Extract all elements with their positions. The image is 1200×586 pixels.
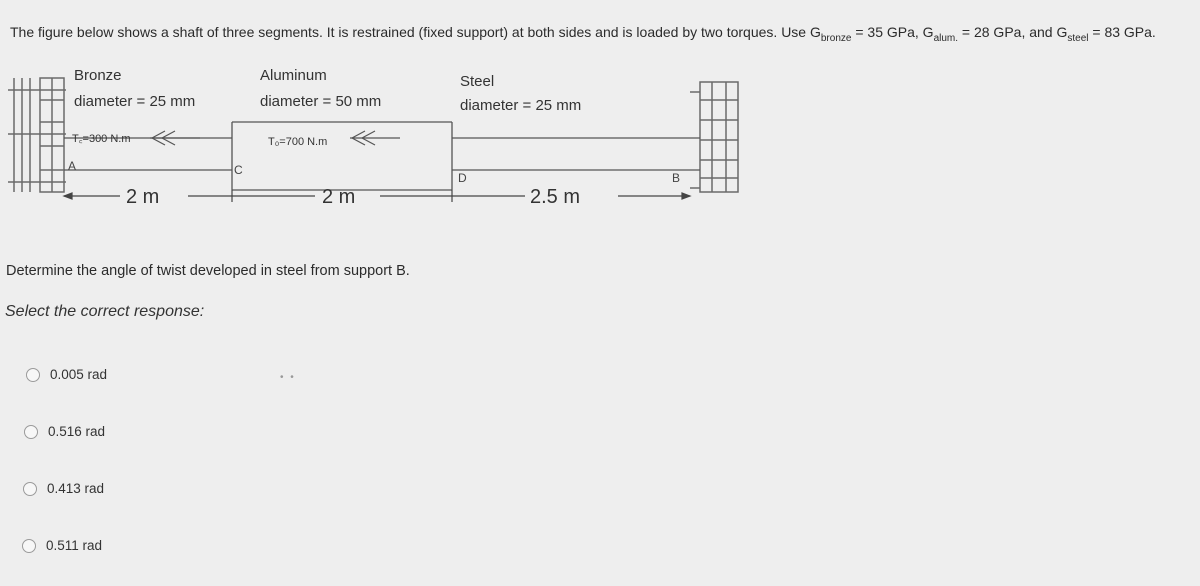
- left-wall-support: [8, 78, 66, 192]
- problem-statement: [10, 24, 1200, 44]
- radio-icon[interactable]: [26, 368, 40, 382]
- g-alum-value: = 28 GPa, and G: [958, 24, 1068, 40]
- torque-c-label: T꜀=300 N.m: [72, 133, 131, 145]
- length-3-label: 2.5 m: [530, 186, 581, 208]
- length-2-label: 2 m: [322, 186, 356, 208]
- torque-d-label: T₀=700 N.m: [268, 136, 328, 148]
- shaft-figure: [0, 60, 760, 220]
- aluminum-diameter: diameter = 50 mm: [260, 93, 382, 110]
- stray-marks: • •: [280, 372, 296, 383]
- point-b-label: B: [672, 171, 681, 185]
- steel-diameter: diameter = 25 mm: [460, 97, 582, 114]
- radio-icon[interactable]: [22, 539, 36, 553]
- answer-option-1[interactable]: [26, 367, 107, 382]
- torque-c-arrow: [150, 131, 200, 145]
- g-alum-sub: alum.: [933, 32, 959, 44]
- bronze-label: Bronze: [74, 67, 122, 84]
- length-1-label: 2 m: [126, 186, 160, 208]
- g-bronze-sub: bronze: [820, 32, 852, 44]
- question-text: Determine the angle of twist developed in steel from support B.: [6, 263, 410, 279]
- g-bronze-value: = 35 GPa, G: [851, 24, 934, 40]
- answer-option-label: 0.511 rad: [46, 538, 103, 553]
- steel-label: Steel: [460, 73, 495, 90]
- answer-option-2[interactable]: [24, 424, 105, 439]
- answer-option-3[interactable]: [23, 481, 104, 496]
- select-response-label: Select the correct response:: [5, 303, 205, 320]
- g-steel-value: = 83 GPa.: [1088, 24, 1156, 40]
- point-a-label: A: [68, 159, 77, 173]
- radio-icon[interactable]: [23, 482, 37, 496]
- torque-d-arrow: [350, 131, 400, 145]
- aluminum-segment: [232, 122, 452, 190]
- g-steel-sub: steel: [1067, 32, 1089, 44]
- point-d-label: D: [458, 171, 467, 185]
- answer-option-4[interactable]: [22, 538, 102, 553]
- answer-option-label: 0.516 rad: [48, 424, 106, 439]
- right-wall-support: [690, 82, 738, 192]
- steel-segment: [452, 122, 700, 190]
- answer-option-label: 0.005 rad: [50, 367, 108, 382]
- answer-option-label: 0.413 rad: [47, 481, 105, 496]
- aluminum-label: Aluminum: [260, 67, 327, 84]
- prompt-intro: The figure below shows a shaft of three segments. It is restrained (fixed support) at both sides and is loaded by two torques. Use G: [10, 24, 821, 40]
- bronze-diameter: diameter = 25 mm: [74, 93, 196, 110]
- radio-icon[interactable]: [24, 425, 38, 439]
- point-c-label: C: [234, 163, 243, 177]
